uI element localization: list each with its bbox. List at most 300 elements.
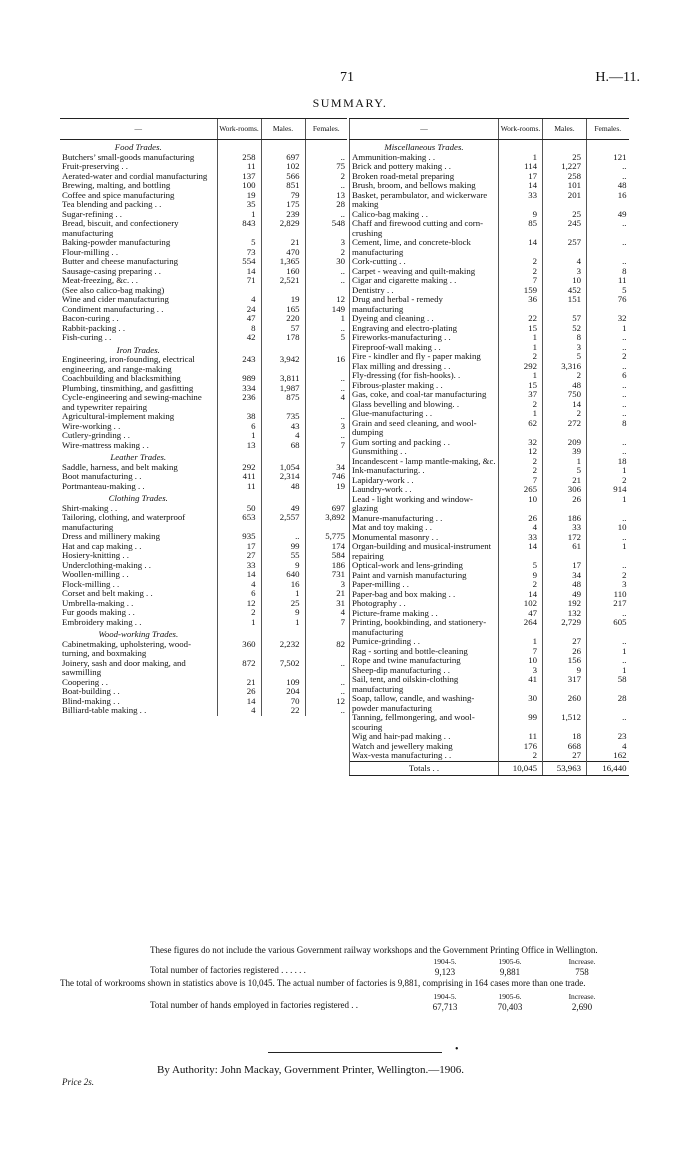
females-cell: .. [587, 238, 629, 257]
females-cell: .. [305, 153, 347, 163]
trade-name-cell: Billiard-table making . . [62, 705, 147, 715]
trade-name-cell: Grain and seed cleaning, and wool-dumping [350, 419, 499, 438]
trade-name-cell: Boot manufacturing . . [62, 471, 142, 481]
males-cell: 102 [261, 162, 305, 172]
footer-divider [268, 1052, 442, 1053]
males-cell: 21 [543, 476, 587, 486]
females-cell: .. [305, 181, 347, 191]
section-heading-row [60, 140, 347, 153]
females-cell: .. [587, 343, 629, 353]
females-cell: 12 [305, 295, 347, 305]
females-cell: .. [587, 637, 629, 647]
males-cell [261, 140, 305, 153]
males-cell: 697 [261, 153, 305, 163]
trade-name-cell: Gum sorting and packing . . [350, 438, 499, 448]
workrooms-cell: 47 [499, 609, 543, 619]
males-cell: 156 [543, 656, 587, 666]
females-cell: 186 [305, 561, 347, 571]
trade-name-cell: Watch and jewellery making [350, 742, 499, 752]
males-cell: 204 [261, 687, 305, 697]
workrooms-cell: 7 [499, 276, 543, 286]
workrooms-cell: 265 [499, 485, 543, 495]
workrooms-cell: 360 [217, 640, 261, 659]
females-cell: 8 [587, 267, 629, 277]
trade-name-cell: Broken road-metal preparing [350, 172, 499, 182]
females-cell: 746 [305, 472, 347, 482]
section-heading-row [60, 491, 347, 504]
females-cell [305, 140, 347, 153]
trade-name-cell: Wax-vesta manufacturing . . [350, 751, 499, 761]
females-cell: 6 [587, 371, 629, 381]
column-header-females: Females. [305, 119, 347, 140]
females-cell: 13 [305, 191, 347, 201]
females-cell: .. [305, 384, 347, 394]
workrooms-cell [217, 140, 261, 153]
males-cell: 2,557 [261, 513, 305, 532]
page-title: SUMMARY. [312, 96, 388, 110]
trade-name-cell: Hat and cap making . . [62, 540, 142, 551]
females-cell: 162 [587, 751, 629, 761]
males-cell: 99 [261, 542, 305, 552]
workrooms-cell: 1 [499, 637, 543, 647]
females-cell: 1 [587, 495, 629, 514]
females-cell: 3 [305, 238, 347, 248]
trade-name-cell: Brush, broom, and bellows making [350, 181, 499, 191]
workrooms-cell: 843 [217, 219, 261, 238]
females-cell: 1 [587, 647, 629, 657]
trade-name-cell: Flax milling and dressing . . [350, 362, 499, 372]
trade-name-cell: Miscellaneous Trades. [350, 140, 499, 153]
workrooms-cell: 24 [217, 305, 261, 315]
workrooms-cell: 1 [499, 343, 543, 353]
trade-name-cell: Mat and toy making . . [350, 523, 499, 533]
workrooms-cell: 176 [499, 742, 543, 752]
males-cell: 34 [543, 571, 587, 581]
trade-name-cell: Fish-curing . . [62, 332, 112, 342]
table-row [350, 419, 629, 438]
table-row [350, 675, 629, 694]
males-cell: 245 [543, 219, 587, 238]
males-cell: 25 [543, 153, 587, 163]
trade-name-cell: Plumbing, tinsmithing, and gasfitting [62, 382, 194, 393]
totals-row [350, 761, 629, 776]
males-cell: 2,829 [261, 219, 305, 238]
males-cell: 151 [543, 295, 587, 314]
workrooms-cell: 26 [499, 514, 543, 524]
workrooms-cell: 47 [217, 314, 261, 324]
trade-name-cell: Cork-cutting . . [350, 257, 499, 267]
males-cell: 192 [543, 599, 587, 609]
males-cell: 851 [261, 181, 305, 191]
females-cell: .. [587, 362, 629, 372]
males-cell [261, 627, 305, 640]
trade-name-cell: Coffee and spice manufacturing [62, 189, 175, 200]
males-cell: 48 [543, 381, 587, 391]
column-header-males: Males. [261, 119, 305, 140]
males-cell: 750 [543, 390, 587, 400]
trade-name-cell: Cycle-engineering and sewing-machine and typewriter repairing [62, 392, 202, 412]
females-cell: .. [587, 609, 629, 619]
workrooms-cell: 41 [499, 675, 543, 694]
males-cell: 26 [543, 495, 587, 514]
summary-table-right [349, 118, 629, 776]
males-cell: 186 [543, 514, 587, 524]
females-cell: 19 [305, 482, 347, 492]
females-cell: 28 [587, 694, 629, 713]
workrooms-cell: 264 [499, 618, 543, 637]
trade-name-cell: Tailoring, clothing, and waterproof manufacturing [62, 512, 186, 532]
trade-name-cell: Joinery, sash and door making, and sawmilling [62, 657, 186, 677]
trade-name-cell: Lapidary-work . . [350, 476, 499, 486]
workrooms-cell: 27 [217, 551, 261, 561]
females-cell [305, 491, 347, 504]
females-cell: .. [305, 412, 347, 422]
workrooms-cell: 4 [217, 706, 261, 716]
table-row [60, 219, 347, 238]
males-cell: 55 [261, 551, 305, 561]
males-cell: 2,314 [261, 472, 305, 482]
males-cell: 49 [261, 504, 305, 514]
factories-increase-value: 758 [575, 967, 589, 977]
trade-name-cell: Engineering, iron-founding, electrical engineering, and range-making [62, 354, 195, 374]
trade-name-cell: Fruit-preserving . . [62, 161, 128, 171]
hands-label: Total number of hands employed in factories registered . . [150, 1000, 359, 1010]
males-cell: 9 [261, 608, 305, 618]
females-cell: 11 [587, 276, 629, 286]
males-cell: 2,232 [261, 640, 305, 659]
table-row [350, 191, 629, 210]
workrooms-cell: 15 [499, 381, 543, 391]
females-cell: 5 [587, 286, 629, 296]
workrooms-cell: 50 [217, 504, 261, 514]
trade-name-cell: Picture-frame making . . [350, 609, 499, 619]
trade-name-cell: Leather Trades. [110, 452, 167, 462]
workrooms-cell: 2 [499, 257, 543, 267]
trade-name-cell: Pumice-grinding . . [350, 637, 499, 647]
workrooms-cell: 100 [217, 181, 261, 191]
males-cell: 48 [261, 482, 305, 492]
males-cell: 68 [261, 441, 305, 451]
females-cell: 23 [587, 732, 629, 742]
workrooms-cell: 2 [499, 457, 543, 467]
females-cell: .. [305, 374, 347, 384]
trade-name-cell: Dentistry . . [350, 286, 499, 296]
males-cell: 9 [543, 666, 587, 676]
hands-increase-header: Increase. [568, 992, 596, 1001]
males-cell: 1,512 [543, 713, 587, 732]
table-row [60, 618, 347, 628]
trade-name-cell: Paper-milling . . [350, 580, 499, 590]
males-cell: 3 [543, 343, 587, 353]
females-cell: 5,775 [305, 532, 347, 542]
trade-name-cell: Laundry-work . . [350, 485, 499, 495]
trade-name-cell: Condiment manufacturing . . [62, 303, 164, 314]
females-cell: 16 [587, 191, 629, 210]
trade-name-cell: Printing, bookbinding, and stationery-manufacturing [350, 618, 499, 637]
females-cell: 149 [305, 305, 347, 315]
workrooms-cell: 5 [217, 238, 261, 248]
workrooms-cell: 3 [499, 666, 543, 676]
workrooms-cell: 73 [217, 248, 261, 258]
trade-name-cell: Flock-milling . . [62, 578, 120, 589]
trade-name-cell: (See also calico-bag making) [62, 284, 165, 295]
females-cell: 31 [305, 599, 347, 609]
workrooms-cell: 36 [499, 295, 543, 314]
trade-name-cell: Umbrella-making . . [62, 597, 134, 608]
workrooms-cell: 872 [217, 659, 261, 678]
trade-name-cell: Fibrous-plaster making . . [350, 381, 499, 391]
notes-section [60, 945, 675, 1012]
females-cell: 4 [587, 742, 629, 752]
trade-name-cell: Cabinetmaking, upholstering, wood-turning, and boxmaking [62, 638, 192, 658]
males-cell: 5 [543, 352, 587, 362]
workrooms-cell: 32 [499, 438, 543, 448]
trade-name-cell: Baking-powder manufacturing [62, 237, 171, 247]
trade-name-cell: Woollen-milling . . [62, 569, 129, 579]
workrooms-cell: 292 [217, 463, 261, 473]
workrooms-cell: 2 [499, 352, 543, 362]
females-cell [587, 140, 629, 153]
workrooms-cell: 26 [217, 687, 261, 697]
males-cell: 317 [543, 675, 587, 694]
males-cell: 2 [543, 409, 587, 419]
females-cell: 697 [305, 504, 347, 514]
factories-year1-header: 1904-5. [433, 957, 457, 966]
workrooms-cell: 2 [217, 608, 261, 618]
males-cell: 39 [543, 447, 587, 457]
trade-name-cell: Wine and cider manufacturing [62, 294, 169, 304]
females-cell: .. [587, 219, 629, 238]
table-row [350, 751, 629, 761]
trade-name-cell: Lead - light working and window-glazing [350, 495, 499, 514]
males-cell: 17 [543, 561, 587, 571]
males-cell: 7,502 [261, 659, 305, 678]
table-row [350, 713, 629, 732]
females-cell: 1 [587, 666, 629, 676]
females-cell: 110 [587, 590, 629, 600]
males-cell: 27 [543, 637, 587, 647]
trade-name-cell: Underclothing-making . . [62, 559, 151, 570]
trade-name-cell: Butchers’ small-goods manufacturing [62, 151, 195, 162]
workrooms-cell: 114 [499, 162, 543, 172]
workrooms-cell: 1 [217, 210, 261, 220]
workrooms-cell [217, 491, 261, 504]
column-header-females: Females. [587, 119, 629, 140]
trade-name-cell: Glass bevelling and blowing. . [350, 400, 499, 410]
males-cell: 165 [261, 305, 305, 315]
trade-name-cell: Gas, coke, and coal-tar manufacturing [350, 390, 499, 400]
trade-name-cell: Portmanteau-making . . [62, 480, 145, 491]
section-heading-row [350, 140, 629, 153]
workrooms-cell: 7 [499, 647, 543, 657]
females-cell: 3 [305, 580, 347, 590]
males-cell: 470 [261, 248, 305, 258]
females-cell: .. [305, 706, 347, 716]
males-cell: 8 [543, 333, 587, 343]
trade-name-cell: Meat-freezing, &c. . . [62, 275, 138, 285]
workrooms-cell: 33 [217, 561, 261, 571]
females-cell [305, 450, 347, 463]
females-cell: 75 [305, 162, 347, 172]
females-cell: 49 [587, 210, 629, 220]
trade-name-cell: Gunsmithing . . [350, 447, 499, 457]
table-row [60, 513, 347, 532]
trade-name-cell: Bacon-curing . . [62, 313, 119, 323]
table-row [60, 659, 347, 678]
females-cell: 32 [587, 314, 629, 324]
trade-name-cell: Sugar-refining . . [62, 208, 122, 219]
females-cell: .. [587, 257, 629, 267]
workrooms-cell: 10,045 [499, 761, 543, 776]
factories-label: Total number of factories registered . . . . . . [150, 965, 306, 975]
males-cell: 2 [543, 371, 587, 381]
workrooms-cell: 33 [499, 533, 543, 543]
females-cell: .. [587, 162, 629, 172]
summary-table-left [60, 118, 347, 716]
workrooms-cell: 11 [499, 732, 543, 742]
trade-name-cell: Fireworks-manufacturing . . [350, 333, 499, 343]
workrooms-cell: 38 [217, 412, 261, 422]
females-cell: .. [587, 400, 629, 410]
males-cell: 52 [543, 324, 587, 334]
females-cell: 7 [305, 441, 347, 451]
females-cell: 18 [587, 457, 629, 467]
trade-name-cell: Coopering . . [62, 676, 108, 687]
females-cell: .. [305, 687, 347, 697]
females-cell: 121 [587, 153, 629, 163]
males-cell: 1,365 [261, 257, 305, 267]
females-cell: .. [305, 324, 347, 334]
males-cell: 875 [261, 393, 305, 412]
females-cell: .. [305, 267, 347, 277]
workrooms-cell: 14 [499, 590, 543, 600]
females-cell: .. [587, 656, 629, 666]
females-cell: .. [587, 561, 629, 571]
trade-name-cell: Butter and cheese manufacturing [62, 256, 179, 266]
table-row [350, 495, 629, 514]
females-cell: .. [587, 438, 629, 448]
workrooms-cell: 1 [217, 618, 261, 628]
males-cell: 640 [261, 570, 305, 580]
trade-name-cell: Cement, lime, and concrete-block manufacturing [350, 238, 499, 257]
trade-name-cell: Manure-manufacturing . . [350, 514, 499, 524]
workrooms-cell: 6 [217, 589, 261, 599]
males-cell: 57 [261, 324, 305, 334]
males-cell: 566 [261, 172, 305, 182]
females-cell: 605 [587, 618, 629, 637]
males-cell: 3 [543, 267, 587, 277]
workrooms-cell: 35 [217, 200, 261, 210]
males-cell: 201 [543, 191, 587, 210]
males-cell: 3,942 [261, 355, 305, 374]
workrooms-cell: 21 [217, 678, 261, 688]
males-cell: 209 [543, 438, 587, 448]
females-cell: .. [305, 431, 347, 441]
table-row [60, 640, 347, 659]
workrooms-cell: 4 [217, 295, 261, 305]
workrooms-cell: 10 [499, 656, 543, 666]
workrooms-cell: 9 [499, 571, 543, 581]
workrooms-cell: 1 [499, 333, 543, 343]
males-cell: 25 [261, 599, 305, 609]
females-cell: 10 [587, 523, 629, 533]
trade-name-cell: Wood-working Trades. [98, 629, 179, 639]
females-cell: 4 [305, 608, 347, 618]
males-cell: 14 [543, 400, 587, 410]
females-cell: 3,892 [305, 513, 347, 532]
males-cell [261, 450, 305, 463]
males-cell: 3,811 [261, 374, 305, 384]
workrooms-cell [499, 140, 543, 153]
females-cell: .. [587, 447, 629, 457]
workrooms-cell: 4 [499, 523, 543, 533]
workrooms-cell [217, 627, 261, 640]
column-header-males: Males. [543, 119, 587, 140]
trade-name-cell: Chaff and firewood cutting and corn-crushing [350, 219, 499, 238]
workrooms-cell: 1 [499, 409, 543, 419]
trade-name-cell: Fireproof-wall making . . [350, 343, 499, 353]
females-cell: 1 [587, 466, 629, 476]
males-cell: 27 [543, 751, 587, 761]
males-cell: 2,521 [261, 276, 305, 286]
workrooms-cell: 653 [217, 513, 261, 532]
table-row [350, 219, 629, 238]
males-cell: 1 [543, 457, 587, 467]
trade-name-cell: Engraving and electro-plating [350, 324, 499, 334]
workrooms-cell: 258 [217, 153, 261, 163]
table-row [350, 694, 629, 713]
females-cell [305, 627, 347, 640]
trade-name-cell: Cutlery-grinding . . [62, 430, 130, 440]
workrooms-cell: 9 [499, 210, 543, 220]
trade-name-cell: Brick and pottery making . . [350, 162, 499, 172]
hands-year2-value: 70,403 [497, 1002, 523, 1012]
males-cell: 33 [543, 523, 587, 533]
workrooms-cell: 2 [499, 466, 543, 476]
females-cell: 584 [305, 551, 347, 561]
males-cell: 1,054 [261, 463, 305, 473]
workrooms-cell: 14 [217, 267, 261, 277]
workrooms-cell: 13 [217, 441, 261, 451]
males-cell: 18 [543, 732, 587, 742]
workrooms-cell: 2 [499, 580, 543, 590]
trade-name-cell: Wig and hair-pad making . . [350, 732, 499, 742]
workrooms-cell: 5 [499, 561, 543, 571]
females-cell: 1 [587, 324, 629, 334]
factories-year2-value: 9,881 [499, 967, 521, 977]
trade-name-cell: Glue-manufacturing . . [350, 409, 499, 419]
workrooms-cell: 236 [217, 393, 261, 412]
trade-name-cell: Paint and varnish manufacturing [350, 571, 499, 581]
females-cell: 217 [587, 599, 629, 609]
females-cell: 3 [305, 422, 347, 432]
table-row [350, 542, 629, 561]
table-row [350, 618, 629, 637]
printer-authority: By Authority: John Mackay, Government Printer, Wellington.—1906. [157, 1064, 464, 1076]
females-cell: .. [305, 210, 347, 220]
females-cell: 2 [305, 172, 347, 182]
workrooms-cell: 1 [499, 153, 543, 163]
price-label: Price 2s. [62, 1077, 94, 1087]
males-cell: 79 [261, 191, 305, 201]
trade-name-cell: Sail, tent, and oilskin-clothing manufacturing [350, 675, 499, 694]
workrooms-cell: 334 [217, 384, 261, 394]
females-cell: .. [587, 533, 629, 543]
workrooms-cell: 102 [499, 599, 543, 609]
trade-name-cell: Drug and herbal - remedy manufacturing [350, 295, 499, 314]
workrooms-cell: 2 [499, 267, 543, 277]
males-cell: 1,227 [543, 162, 587, 172]
